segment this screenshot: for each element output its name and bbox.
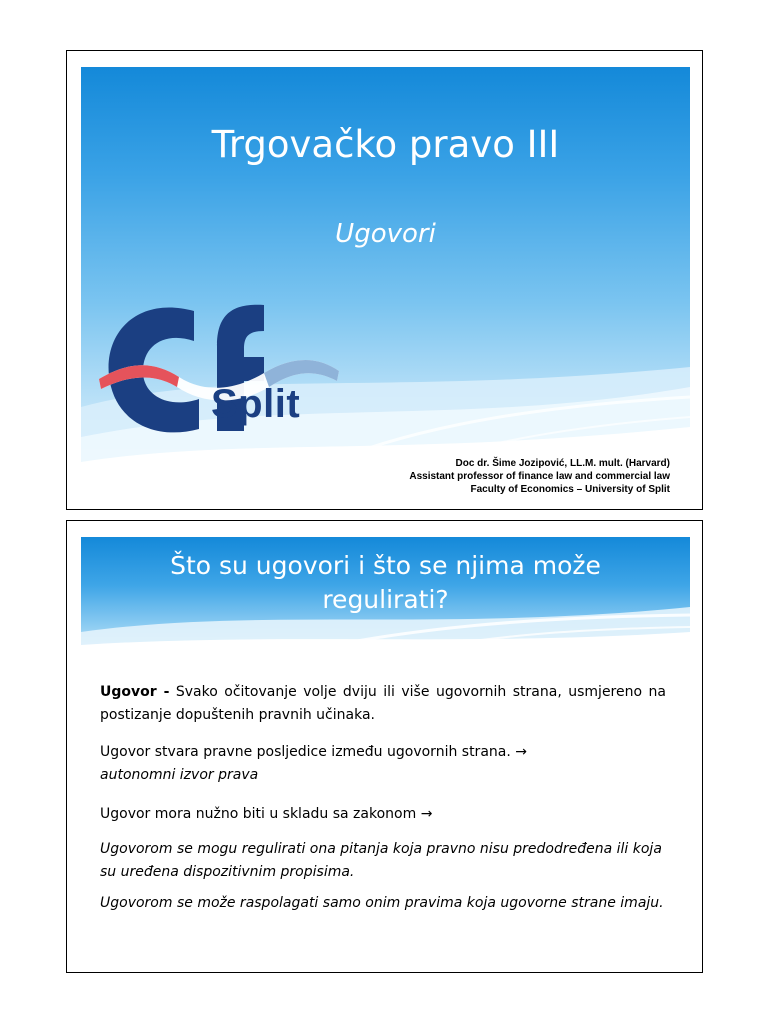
credit-line-name: Doc dr. Šime Jozipović, LL.M. mult. (Harvard) (455, 458, 670, 469)
slide-1-subtitle: Ugovori (335, 219, 436, 249)
slide-2-title-line-1: Što su ugovori i što se njima može (170, 551, 601, 580)
logo-word: Split (211, 382, 301, 426)
slide-2 (66, 520, 703, 973)
credit-line-faculty: Faculty of Economics – University of Split (470, 484, 670, 494)
rights-paragraph: Ugovorom se može raspolagati samo onim pravima koja ugovorne strane imaju. (100, 895, 664, 911)
slide-2-body (100, 681, 666, 929)
definition-term: Ugovor - (100, 684, 170, 700)
slide-1 (66, 50, 703, 510)
efst-logo-icon (99, 291, 349, 451)
definition-paragraph (100, 681, 666, 727)
credit-line-position: Assistant professor of finance law and commercial law (409, 471, 670, 482)
slide-2-header (81, 537, 690, 657)
consequences-note: autonomni izvor prava (100, 767, 259, 783)
definition-text: Svako očitovanje volje dviju ili više ugovornih strana, usmjereno na postizanje dopuštenih pravnih učinaka. (100, 684, 666, 723)
consequences-paragraph (100, 741, 666, 787)
law-compliance-paragraph: Ugovor mora nužno biti u skladu sa zakonom → (100, 806, 433, 822)
slide-1-background (81, 67, 690, 494)
slide-2-title (81, 549, 690, 617)
regulation-paragraph: Ugovorom se mogu regulirati ona pitanja koja pravno nisu predodređena ili koja su uređena dispozitivnim propisima. (100, 841, 662, 880)
consequences-text: Ugovor stvara pravne posljedice između ugovornih strana. → (100, 744, 527, 760)
slide-1-title: Trgovačko pravo III (211, 123, 560, 166)
slide-2-title-line-2: regulirati? (322, 585, 449, 614)
author-credits (409, 457, 670, 494)
